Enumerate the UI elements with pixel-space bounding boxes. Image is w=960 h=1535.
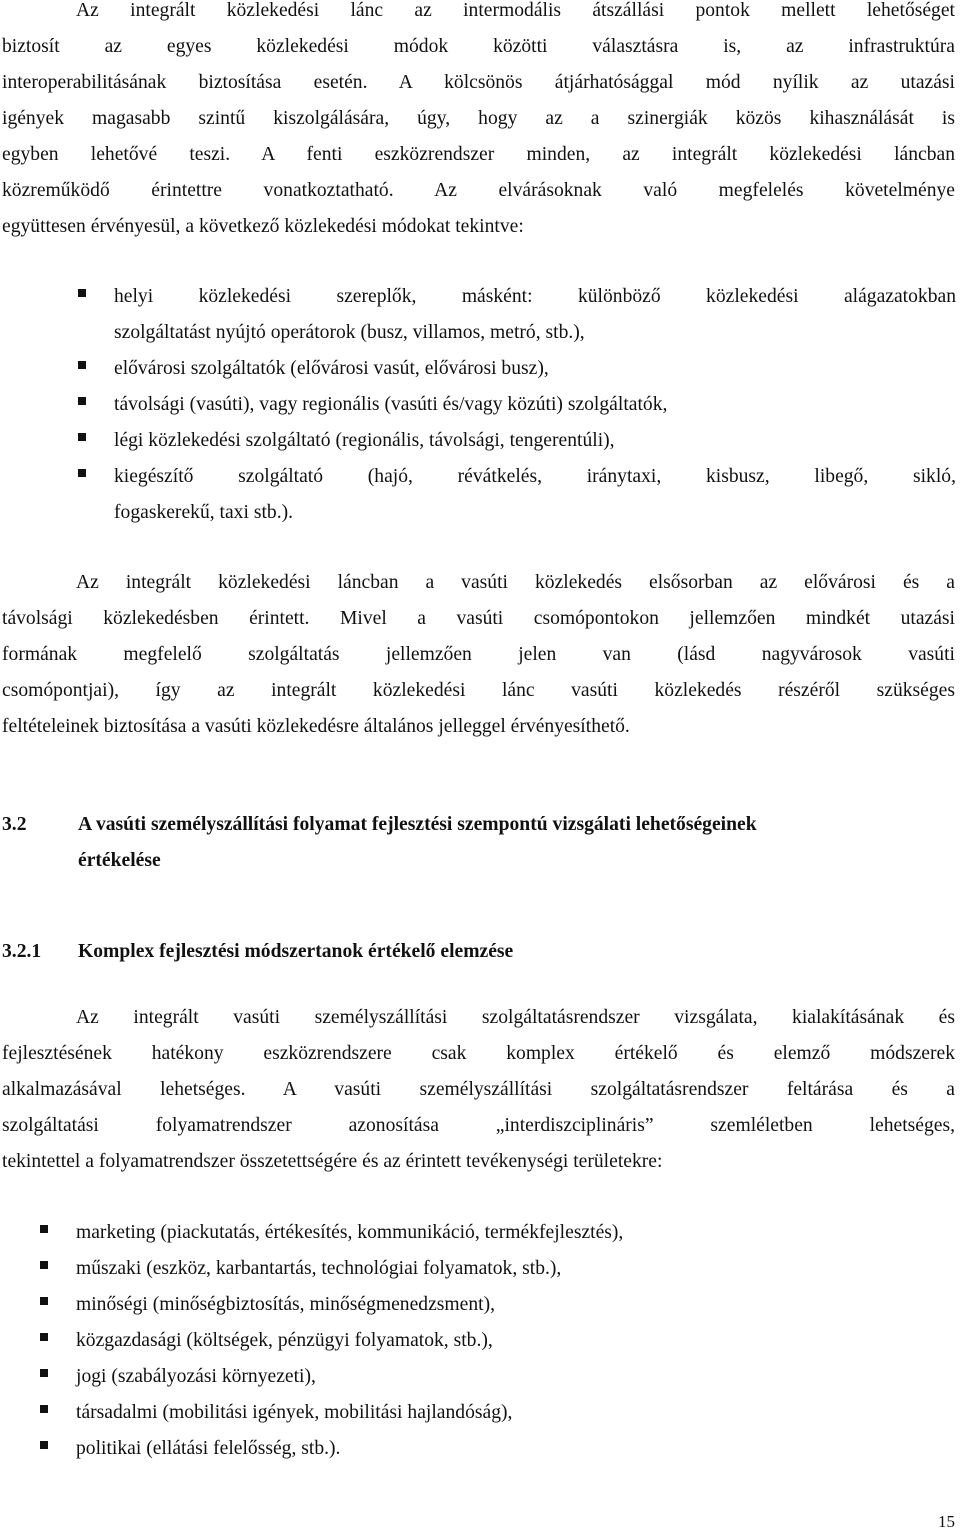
text-line: fejlesztésének hatékony eszközrendszere csak komplex értékelő és elemző módszerek bbox=[2, 1043, 955, 1064]
list-item bbox=[76, 1251, 956, 1287]
paragraph-methodology bbox=[2, 1000, 955, 1180]
square-bullet-icon bbox=[40, 1261, 48, 1269]
square-bullet-icon bbox=[78, 469, 86, 477]
square-bullet-icon bbox=[40, 1297, 48, 1305]
text-line: biztosít az egyes közlekedési módok közötti választásra is, az infrastruktúra bbox=[2, 36, 955, 57]
list-item bbox=[114, 423, 956, 459]
text-line: távolsági (vasúti), vagy regionális (vasúti és/vagy közúti) szolgáltatók, bbox=[114, 394, 668, 415]
text-line: interoperabilitásának biztosítása esetén. A kölcsönös átjárhatósággal mód nyílik az utazási bbox=[2, 72, 955, 93]
text-line: tekintettel a folyamatrendszer összetettségére és az érintett tevékenységi területekre: bbox=[2, 1151, 663, 1172]
section-number: 3.2 bbox=[2, 814, 27, 835]
page-number: 15 bbox=[938, 1512, 955, 1531]
paragraph-intro bbox=[2, 0, 955, 245]
square-bullet-icon bbox=[78, 289, 86, 297]
text-line: fogaskerekű, taxi stb.). bbox=[114, 502, 294, 523]
square-bullet-icon bbox=[40, 1369, 48, 1377]
square-bullet-icon bbox=[40, 1333, 48, 1341]
text-line: szolgáltatási folyamatrendszer azonosítása „interdiszciplináris” szemléletben lehetséges, bbox=[2, 1115, 955, 1136]
list-item bbox=[76, 1215, 956, 1251]
text-line: alkalmazásával lehetséges. A vasúti személyszállítási szolgáltatásrendszer feltárása és a bbox=[2, 1079, 955, 1100]
text-line: együttesen érvényesül, a következő közlekedési módokat tekintve: bbox=[2, 216, 524, 237]
text-line: formának megfelelő szolgáltatás jellemzően jelen van (lásd nagyvárosok vasúti bbox=[2, 644, 955, 665]
list-item bbox=[76, 1431, 956, 1467]
text-line: minőségi (minőségbiztosítás, minőségmenedzsment), bbox=[76, 1294, 496, 1315]
list-item bbox=[114, 387, 956, 423]
section-title-line: A vasúti személyszállítási folyamat fejlesztési szempontú vizsgálati lehetőségeinek bbox=[78, 814, 757, 835]
square-bullet-icon bbox=[40, 1405, 48, 1413]
list-item bbox=[114, 351, 956, 387]
square-bullet-icon bbox=[78, 397, 86, 405]
list-item bbox=[76, 1359, 956, 1395]
text-line: távolsági közlekedésben érintett. Mivel a vasúti csomópontokon jellemzően mindkét utazási bbox=[2, 608, 955, 629]
section-title: Komplex fejlesztési módszertanok értékelő elemzése bbox=[78, 941, 514, 962]
text-line: közgazdasági (költségek, pénzügyi folyamatok, stb.), bbox=[76, 1330, 493, 1351]
text-line: feltételeinek biztosítása a vasúti közlekedésre általános jelleggel érvényesíthető. bbox=[2, 716, 630, 737]
text-line: Az integrált közlekedési láncban a vasúti közlekedés elsősorban az elővárosi és a bbox=[76, 572, 955, 593]
activity-areas-list bbox=[76, 1215, 956, 1467]
list-item bbox=[114, 279, 956, 351]
text-line: marketing (piackutatás, értékesítés, kommunikáció, termékfejlesztés), bbox=[76, 1222, 624, 1243]
section-title-line: értékelése bbox=[78, 850, 161, 871]
square-bullet-icon bbox=[40, 1225, 48, 1233]
text-line: jogi (szabályozási környezeti), bbox=[76, 1366, 316, 1387]
text-line: kiegészítő szolgáltató (hajó, révátkelés, iránytaxi, kisbusz, libegő, sikló, bbox=[114, 466, 956, 487]
section-heading-3-2 bbox=[2, 807, 955, 879]
paragraph-rail-role bbox=[2, 565, 955, 745]
section-heading-3-2-1 bbox=[2, 934, 955, 970]
text-line: közreműködő érintettre vonatkoztatható. Az elvárásoknak való megfelelés követelménye bbox=[2, 180, 955, 201]
text-line: politikai (ellátási felelősség, stb.). bbox=[76, 1438, 341, 1459]
square-bullet-icon bbox=[40, 1441, 48, 1449]
list-item bbox=[76, 1395, 956, 1431]
text-line: légi közlekedési szolgáltató (regionális, távolsági, tengerentúli), bbox=[114, 430, 615, 451]
square-bullet-icon bbox=[78, 433, 86, 441]
list-item bbox=[76, 1323, 956, 1359]
text-line: Az integrált közlekedési lánc az intermodális átszállási pontok mellett lehetőséget bbox=[76, 0, 955, 21]
text-line: Az integrált vasúti személyszállítási szolgáltatásrendszer vizsgálata, kialakításának és bbox=[76, 1007, 955, 1028]
transport-modes-list bbox=[114, 279, 956, 531]
text-line: műszaki (eszköz, karbantartás, technológiai folyamatok, stb.), bbox=[76, 1258, 562, 1279]
text-line: társadalmi (mobilitási igények, mobilitási hajlandóság), bbox=[76, 1402, 513, 1423]
list-item bbox=[76, 1287, 956, 1323]
text-line: csomópontjai), így az integrált közlekedési lánc vasúti közlekedés részéről szükséges bbox=[2, 680, 955, 701]
text-line: elővárosi szolgáltatók (elővárosi vasút, elővárosi busz), bbox=[114, 358, 549, 379]
section-number: 3.2.1 bbox=[2, 941, 42, 962]
text-line: igények magasabb szintű kiszolgálására, úgy, hogy az a szinergiák közös kihasználását is bbox=[2, 108, 955, 129]
text-line: egyben lehetővé teszi. A fenti eszközrendszer minden, az integrált közlekedési láncban bbox=[2, 144, 955, 165]
list-item bbox=[114, 459, 956, 531]
text-line: helyi közlekedési szereplők, másként: különböző közlekedési alágazatokban bbox=[114, 286, 956, 307]
text-line: szolgáltatást nyújtó operátorok (busz, villamos, metró, stb.), bbox=[114, 322, 585, 343]
square-bullet-icon bbox=[78, 361, 86, 369]
